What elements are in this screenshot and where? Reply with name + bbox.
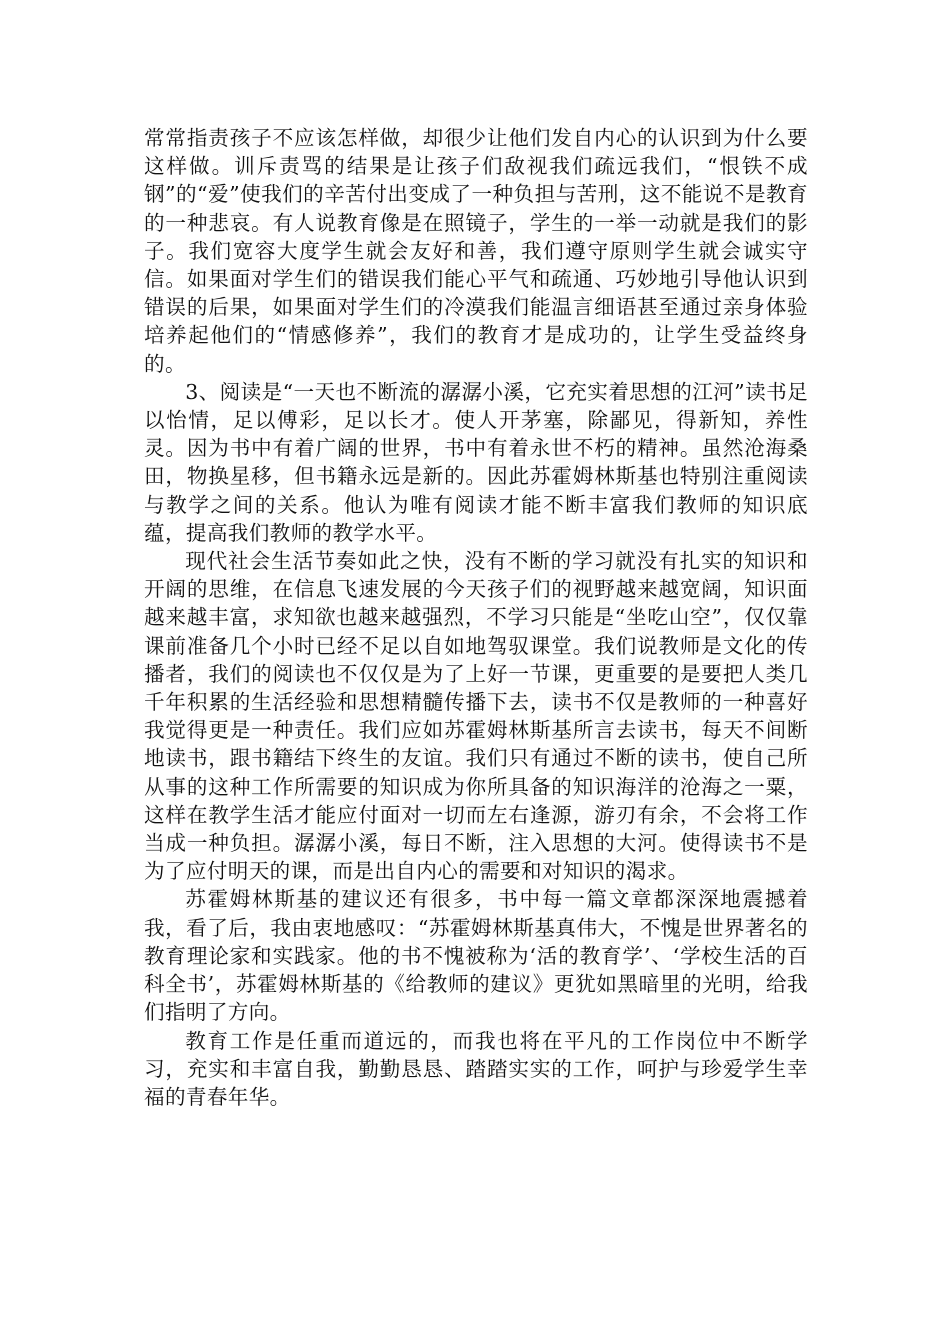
document-body	[144, 124, 808, 1111]
paragraph-modern-society: 现代社会生活节奏如此之快，没有不断的学习就没有扎实的知识和开阔的思维，在信息飞速发展的今天孩子们的视野越来越宽阔，知识面越来越丰富，求知欲也越来越强烈，不学习只能是“坐吃山空”，仅仅靠课前准备几个小时已经不足以自如地驾驭课堂。我们说教师是文化的传播者，我们的阅读也不仅仅是为了上好一节课，更重要的是要把人类几千年积累的生活经验和思想精髓传播下去，读书不仅是教师的一种喜好我觉得更是一种责任。我们应如苏霍姆林斯基所言去读书，每天不间断地读书，跟书籍结下终生的友谊。我们只有通过不断的读书，使自己所从事的这种工作所需要的知识成为你所具备的知识海洋的沧海之一粟，这样在教学生活才能应付面对一切而左右逢源，游刃有余，不会将工作当成一种负担。潺潺小溪，每日不断，注入思想的大河。使得读书不是为了应付明天的课，而是出自内心的需要和对知识的渴求。	[144, 549, 808, 884]
paragraph-suggestions: 苏霍姆林斯基的建议还有很多，书中每一篇文章都深深地震撼着我，看了后，我由衷地感叹：“苏霍姆林斯基真伟大，不愧是世界著名的教育理论家和实践家。他的书不愧被称为‘活的教育学’、‘学校生活的百科全书’，苏霍姆林斯基的《给教师的建议》更犹如黑暗里的光明，给我们指明了方向。	[144, 887, 808, 1025]
paragraph-reading: 3、阅读是“一天也不断流的潺潺小溪，它充实着思想的江河”读书足以怡情，足以傅彩，足以长才。使人开茅塞，除鄙见，得新知，养性灵。因为书中有着广阔的世界，书中有着永世不朽的精神。虽然沧海桑田，物换星移，但书籍永远是新的。因此苏霍姆林斯基也特别注重阅读与教学之间的关系。他认为唯有阅读才能不断丰富我们教师的知识底蕴，提高我们教师的教学水平。	[144, 379, 808, 545]
paragraph-conclusion: 教育工作是任重而道远的，而我也将在平凡的工作岗位中不断学习，充实和丰富自我，勤勤恳恳、踏踏实实的工作，呵护与珍爱学生幸福的青春年华。	[144, 1028, 808, 1109]
paragraph-continuation: 常常指责孩子不应该怎样做，却很少让他们发自内心的认识到为什么要这样做。训斥责骂的结果是让孩子们敌视我们疏远我们，“恨铁不成钢”的“爱”使我们的辛苦付出变成了一种负担与苦刑，这不能说不是教育的一种悲哀。有人说教育像是在照镜子，学生的一举一动就是我们的影子。我们宽容大度学生就会友好和善，我们遵守原则学生就会诚实守信。如果面对学生们的错误我们能心平气和疏通、巧妙地引导他认识到错误的后果，如果面对学生们的冷漠我们能温言细语甚至通过亲身体验培养起他们的“情感修养”，我们的教育才是成功的，让学生受益终身的。	[144, 126, 808, 376]
